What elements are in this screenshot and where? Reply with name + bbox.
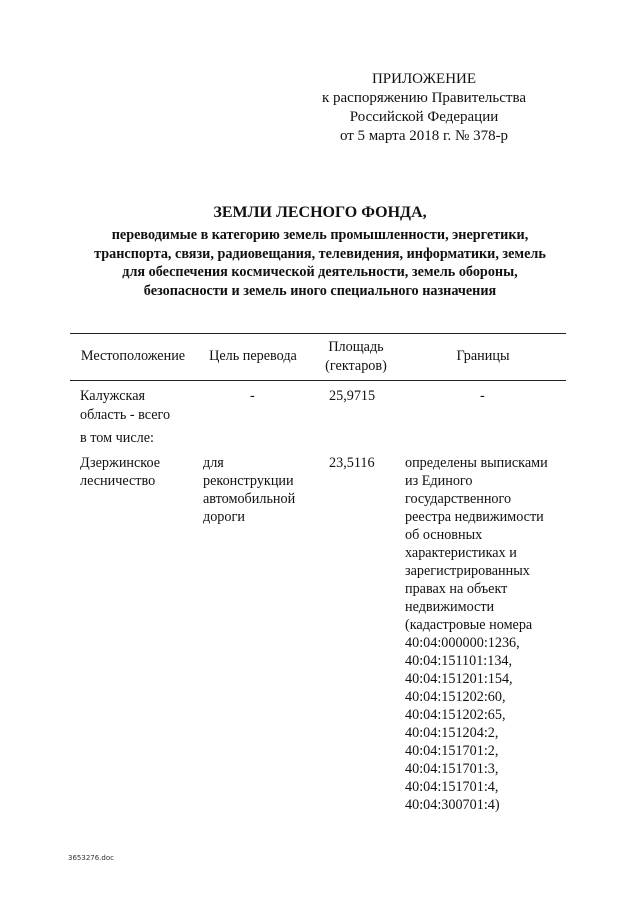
document-title [60,202,580,300]
detail-boundaries-line: определены выписками [405,455,548,471]
table-header-rule [70,380,566,381]
detail-purpose-line: автомобильной [203,491,296,507]
detail-boundaries-line: 40:04:151701:2, [405,743,499,759]
header-location: Местоположение [80,348,186,365]
detail-boundaries-line: (кадастровые номера [405,617,533,633]
detail-boundaries-line: государственного [405,491,512,507]
detail-location-line2: лесничество [80,473,156,489]
detail-location-line1: Дзержинское [80,455,161,471]
detail-purpose-line: для [203,455,224,471]
detail-boundaries-line: реестра недвижимости [405,509,544,525]
total-purpose: - [250,388,255,404]
detail-boundaries-line: 40:04:151701:3, [405,761,499,777]
appendix-line-order: к распоряжению Правительства [321,90,526,106]
title-sub-line: переводимые в категорию земель промышленности, энергетики, [111,227,529,243]
title-main: ЗЕМЛИ ЛЕСНОГО ФОНДА, [213,204,427,221]
total-location-line2: область - всего [80,407,171,423]
total-location-line1: Калужская [80,388,146,404]
detail-boundaries-line: 40:04:151202:65, [405,707,506,723]
header-area-line2: (гектаров) [325,357,387,374]
detail-purpose-line: реконструкции [203,473,294,489]
detail-purpose-line: дороги [203,509,245,525]
detail-boundaries-line: 40:04:151201:154, [405,671,513,687]
detail-boundaries-line: правах на объект [405,581,508,597]
detail-boundaries-line: характеристиках и [405,545,517,561]
appendix-line-date: от 5 марта 2018 г. № 378-р [339,128,509,144]
detail-boundaries-line: 40:04:000000:1236, [405,635,520,651]
appendix-line-government: Российской Федерации [349,109,499,125]
header-purpose: Цель перевода [209,348,297,365]
appendix-header [294,70,554,146]
detail-boundaries-line: 40:04:151101:134, [405,653,513,669]
title-sub-line: для обеспечения космической деятельности, земель обороны, [122,264,518,281]
detail-boundaries-line: из Единого [405,473,473,489]
detail-boundaries-line: зарегистрированных [405,563,530,579]
detail-boundaries-line: 40:04:151701:4, [405,779,499,795]
title-sub-line: безопасности и земель иного специального назначения [143,282,497,299]
detail-area: 23,5116 [329,455,375,471]
total-area: 25,9715 [329,388,376,404]
header-area [316,333,396,380]
detail-boundaries-line: 40:04:300701:4) [405,797,500,813]
header-area-line1: Площадь [328,339,384,355]
total-boundaries: - [480,388,485,404]
title-sub-line: транспорта, связи, радиовещания, телевидения, информатики, земель [94,245,546,262]
detail-boundaries-line: недвижимости [405,599,495,615]
header-boundaries: Границы [456,348,510,365]
including-label: в том числе: [80,430,154,446]
detail-boundaries-line: 40:04:151204:2, [405,725,499,741]
appendix-title: ПРИЛОЖЕНИЕ [371,71,477,87]
detail-boundaries-line: об основных [405,527,483,543]
detail-boundaries-line: 40:04:151202:60, [405,689,506,705]
footer-file-name: 3653276.doc [68,854,114,862]
